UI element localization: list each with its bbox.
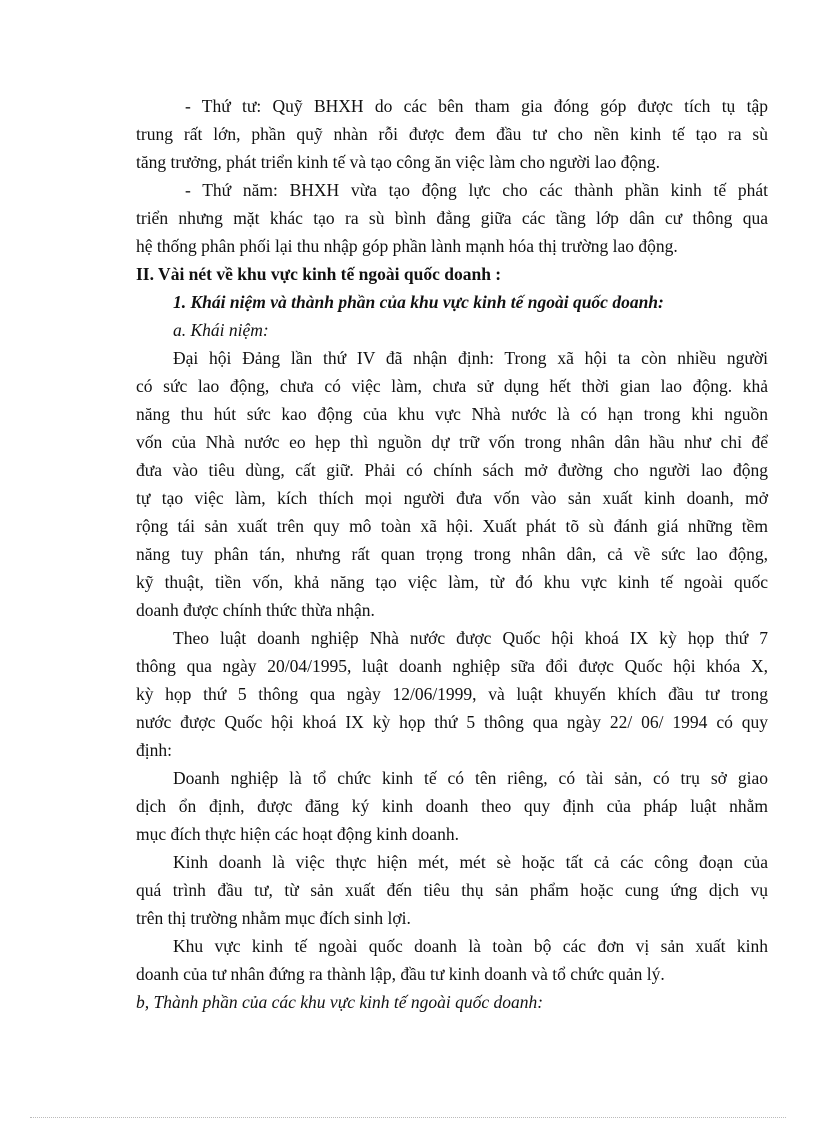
paragraph-line: trên thị trường nhằm mục đích sinh lợi. bbox=[136, 908, 411, 928]
paragraph-line: Kinh doanh là việc thực hiện mét, mét sè hoặc tất cả các công đoạn của bbox=[173, 852, 768, 872]
paragraph-line: hệ thống phân phối lại thu nhập góp phần lành mạnh hóa thị trường lao động. bbox=[136, 236, 678, 256]
paragraph-line: định: bbox=[136, 740, 172, 760]
paragraph-line: kỳ họp thứ 5 thông qua ngày 12/06/1999, và luật khuyến khích đầu tư trong bbox=[136, 684, 768, 704]
subsubsection-heading: a. Khái niệm: bbox=[173, 320, 269, 340]
paragraph-line: doanh của tư nhân đứng ra thành lập, đầu tư kinh doanh và tổ chức quản lý. bbox=[136, 964, 665, 984]
subsection-heading: 1. Khái niệm và thành phần của khu vực kinh tế ngoài quốc doanh: bbox=[173, 292, 664, 312]
paragraph-line: - Thứ năm: BHXH vừa tạo động lực cho các thành phần kinh tế phát bbox=[185, 180, 768, 200]
paragraph-line: tự tạo việc làm, kích thích mọi người đưa vốn vào sản xuất kinh doanh, mở bbox=[136, 488, 768, 508]
paragraph-line: Doanh nghiệp là tổ chức kinh tế có tên riêng, có tài sản, có trụ sở giao bbox=[173, 768, 768, 788]
paragraph-line: mục đích thực hiện các hoạt động kinh doanh. bbox=[136, 824, 459, 844]
paragraph-line: nước được Quốc hội khoá IX kỳ họp thứ 5 thông qua ngày 22/ 06/ 1994 có quy bbox=[136, 712, 768, 732]
subsubsection-heading: b, Thành phần của các khu vực kinh tế ngoài quốc doanh: bbox=[136, 992, 544, 1012]
paragraph-line: trung rất lớn, phần quỹ nhàn rỗi được đem đầu tư cho nền kinh tế tạo ra sù bbox=[136, 124, 768, 144]
paragraph-line: rộng tái sản xuất trên quy mô toàn xã hội. Xuất phát tõ sù đánh giá những tềm bbox=[136, 516, 768, 536]
paragraph-line: vốn của Nhà nước eo hẹp thì nguồn dự trữ vốn trong nhân dân hầu như chỉ để bbox=[136, 432, 768, 452]
paragraph-line: năng tuy phân tán, nhưng rất quan trọng trong nhân dân, cả về sức lao động, bbox=[136, 544, 768, 564]
paragraph-line: đưa vào tiêu dùng, cất giữ. Phải có chính sách mở đường cho người lao động bbox=[136, 460, 768, 480]
paragraph-line: năng thu hút sức kao động của khu vực Nhà nước là có hạn trong khi nguồn bbox=[136, 404, 768, 424]
page-bottom-rule bbox=[30, 1117, 786, 1118]
paragraph-line: có sức lao động, chưa có việc làm, chưa sử dụng hết thời gian lao động. khả bbox=[136, 376, 768, 396]
section-heading: II. Vài nét về khu vực kinh tế ngoài quốc doanh : bbox=[136, 264, 502, 284]
paragraph-line: - Thứ tư: Quỹ BHXH do các bên tham gia đóng góp được tích tụ tập bbox=[185, 96, 768, 116]
paragraph-line: dịch ổn định, được đăng ký kinh doanh theo quy định của pháp luật nhằm bbox=[136, 796, 768, 816]
paragraph-line: thông qua ngày 20/04/1995, luật doanh nghiệp sữa đổi được Quốc hội khóa X, bbox=[136, 656, 768, 676]
paragraph-line: doanh được chính thức thừa nhận. bbox=[136, 600, 375, 620]
paragraph-line: Theo luật doanh nghiệp Nhà nước được Quốc hội khoá IX kỳ họp thứ 7 bbox=[173, 628, 768, 648]
paragraph-line: Khu vực kinh tế ngoài quốc doanh là toàn bộ các đơn vị sản xuất kinh bbox=[173, 936, 768, 956]
paragraph-line: quá trình đầu tư, từ sản xuất đến tiêu thụ sản phẩm hoặc cung ứng dịch vụ bbox=[136, 880, 768, 900]
paragraph-line: tăng trưởng, phát triển kinh tế và tạo công ăn việc làm cho người lao động. bbox=[136, 152, 660, 172]
paragraph-line: triển nhưng mặt khác tạo ra sù bình đẳng giữa các tầng lớp dân cư thông qua bbox=[136, 208, 768, 228]
paragraph-line: Đại hội Đảng lần thứ IV đã nhận định: Trong xã hội ta còn nhiều người bbox=[173, 348, 768, 368]
paragraph-line: kỹ thuật, tiền vốn, khả năng tạo việc làm, từ đó khu vực kinh tế ngoài quốc bbox=[136, 572, 768, 592]
